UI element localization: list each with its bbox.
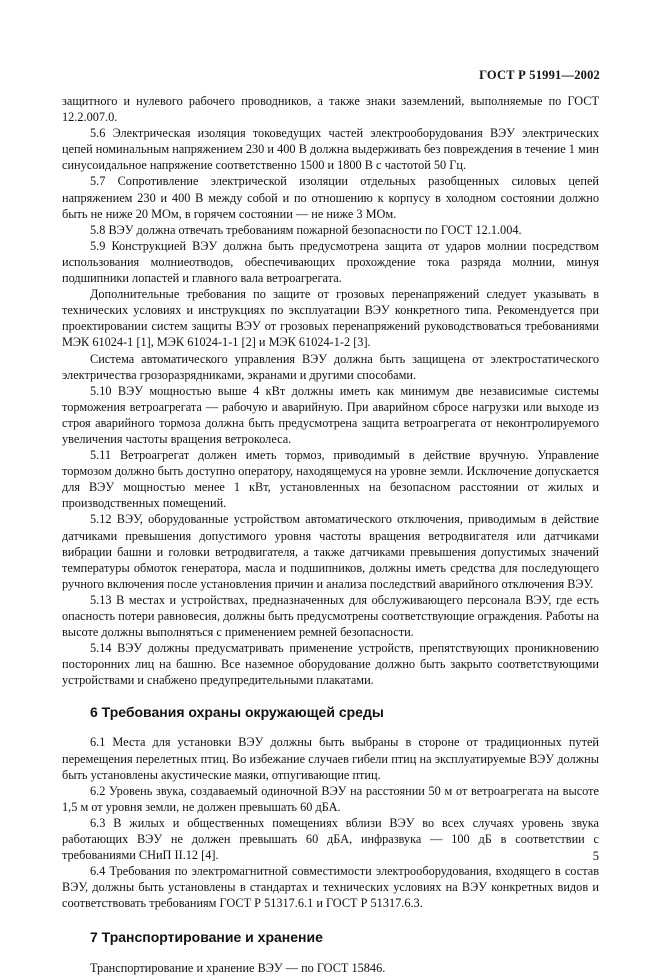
document-header: ГОСТ Р 51991—2002 — [479, 68, 600, 82]
paragraph-5-14: 5.14 ВЭУ должны предусматривать применение устройств, препятствующих проникновению посторонних лиц на башню. Все наземное оборудование должно быть закрыто соответствующими устройствами и снабжено предупредительными плакатами. — [62, 641, 599, 688]
section-7-heading: 7 Транспортирование и хранение — [90, 928, 323, 945]
page-number: 5 — [592, 849, 599, 863]
paragraph-5-9: 5.9 Конструкцией ВЭУ должна быть предусмотрена защита от ударов молнии посредством использования молниеотводов, обеспечивающих прохождение тока разряда молнии, минуя подшипники лопастей и главного вала ветроагрегата. — [62, 238, 599, 286]
paragraph-5-12: 5.12 ВЭУ, оборудованные устройством автоматического отключения, приводимым в действие датчиками превышения допустимого уровня частоты вращения ветродвигателя или датчиками вибрации башни и головки ветродвигателя, а также датчиками превышения допустимых значений температуры обмоток генератора, масла и подшипников, должны иметь средства для последующего ручного включения после установления причин и анализа последствий аварийного отключения ВЭУ. — [62, 512, 599, 591]
paragraph-6-1: 6.1 Места для установки ВЭУ должны быть выбраны в стороне от традиционных путей перемещения перелетных птиц. Во избежание случаев гибели птиц на эксплуатируемые ВЭУ должны быть установлены акустические маяки, отпугивающие птиц. — [62, 735, 599, 782]
paragraph-lightning-additional: Дополнительные требования по защите от грозовых перенапряжений следует указывать в технических условиях и инструкциях по эксплуатации ВЭУ конкретного типа. Рекомендуется при проектировании систем защиты ВЭУ от грозовых перенапряжений руководствоваться требованиями МЭК 61024-1 [1], МЭК 61024-1-1 [2] и МЭК 61024-1-2 [3]. — [62, 287, 599, 350]
paragraph-5-6: 5.6 Электрическая изоляция токоведущих частей электрооборудования ВЭУ электрических цепей номинальным напряжением 230 и 400 В должна выдерживать без повреждения в течение 1 мин синусоидальное напряжение соответственно 1500 и 1800 В с частотой 50 Гц. — [62, 126, 599, 173]
paragraph-5-8: 5.8 ВЭУ должна отвечать требованиям пожарной безопасности по ГОСТ 12.1.004. — [90, 222, 522, 237]
document-body — [62, 93, 599, 976]
paragraph-control-system: Система автоматического управления ВЭУ должна быть защищена от электростатического электричества грозоразрядниками, экранами и другими способами. — [62, 351, 599, 382]
paragraph-6-4: 6.4 Требования по электромагнитной совместимости электрооборудования, входящего в состав ВЭУ, должны быть установлены в стандартах и технических условиях на ВЭУ конкретных видов и соответствовать требованиям ГОСТ Р 51317.6.1 и ГОСТ Р 51317.6.3. — [62, 864, 599, 911]
paragraph-5-10: 5.10 ВЭУ мощностью выше 4 кВт должны иметь как минимум две независимые системы торможения ветроагрегата — рабочую и аварийную. При аварийном сбросе нагрузки или выходе из строя аварийного тормоза должна быть предусмотрена защита ветроагрегата от неконтролируемого увеличения частоты вращения ветроколеса. — [62, 383, 599, 446]
paragraph-5-7: 5.7 Сопротивление электрической изоляции отдельных разобщенных силовых цепей напряжением 230 и 400 В между собой и по отношению к корпусу в холодном состоянии должно быть не ниже 20 МОм, в горячем состоянии — не ниже 3 МОм. — [62, 174, 599, 221]
paragraph-6-3: 6.3 В жилых и общественных помещениях вблизи ВЭУ во всех случаях уровень звука работающих ВЭУ не должен превышать 60 дБА, инфразвука — 100 дБ в соответствии с требованиями СНиП II.12 [4]. — [62, 815, 599, 863]
section-6-heading: 6 Требования охраны окружающей среды — [90, 704, 384, 721]
paragraph-7-1: Транспортирование и хранение ВЭУ — по ГОСТ 15846. — [90, 960, 386, 975]
paragraph-continuation: защитного и нулевого рабочего проводников, а также знаки заземлений, выполняемые по ГОСТ 12.2.007.0. — [62, 94, 599, 125]
paragraph-6-2: 6.2 Уровень звука, создаваемый одиночной ВЭУ на расстоянии 50 м от ветроагрегата на высоте 1,5 м от уровня земли, не должен превышать 60 дБА. — [62, 783, 599, 814]
paragraph-5-13: 5.13 В местах и устройствах, предназначенных для обслуживающего персонала ВЭУ, где есть опасность потери равновесия, должны быть предусмотрены соответствующие ограждения. Работы на высоте должны выполняться с применением ремней безопасности. — [62, 592, 599, 640]
paragraph-5-11: 5.11 Ветроагрегат должен иметь тормоз, приводимый в действие вручную. Управление тормозом должно быть доступно оператору, находящемуся на уровне земли. Исключение допускается для ВЭУ мощностью менее 1 кВт, установленных на безопасном расстоянии от жилых и производственных помещений. — [62, 448, 599, 511]
